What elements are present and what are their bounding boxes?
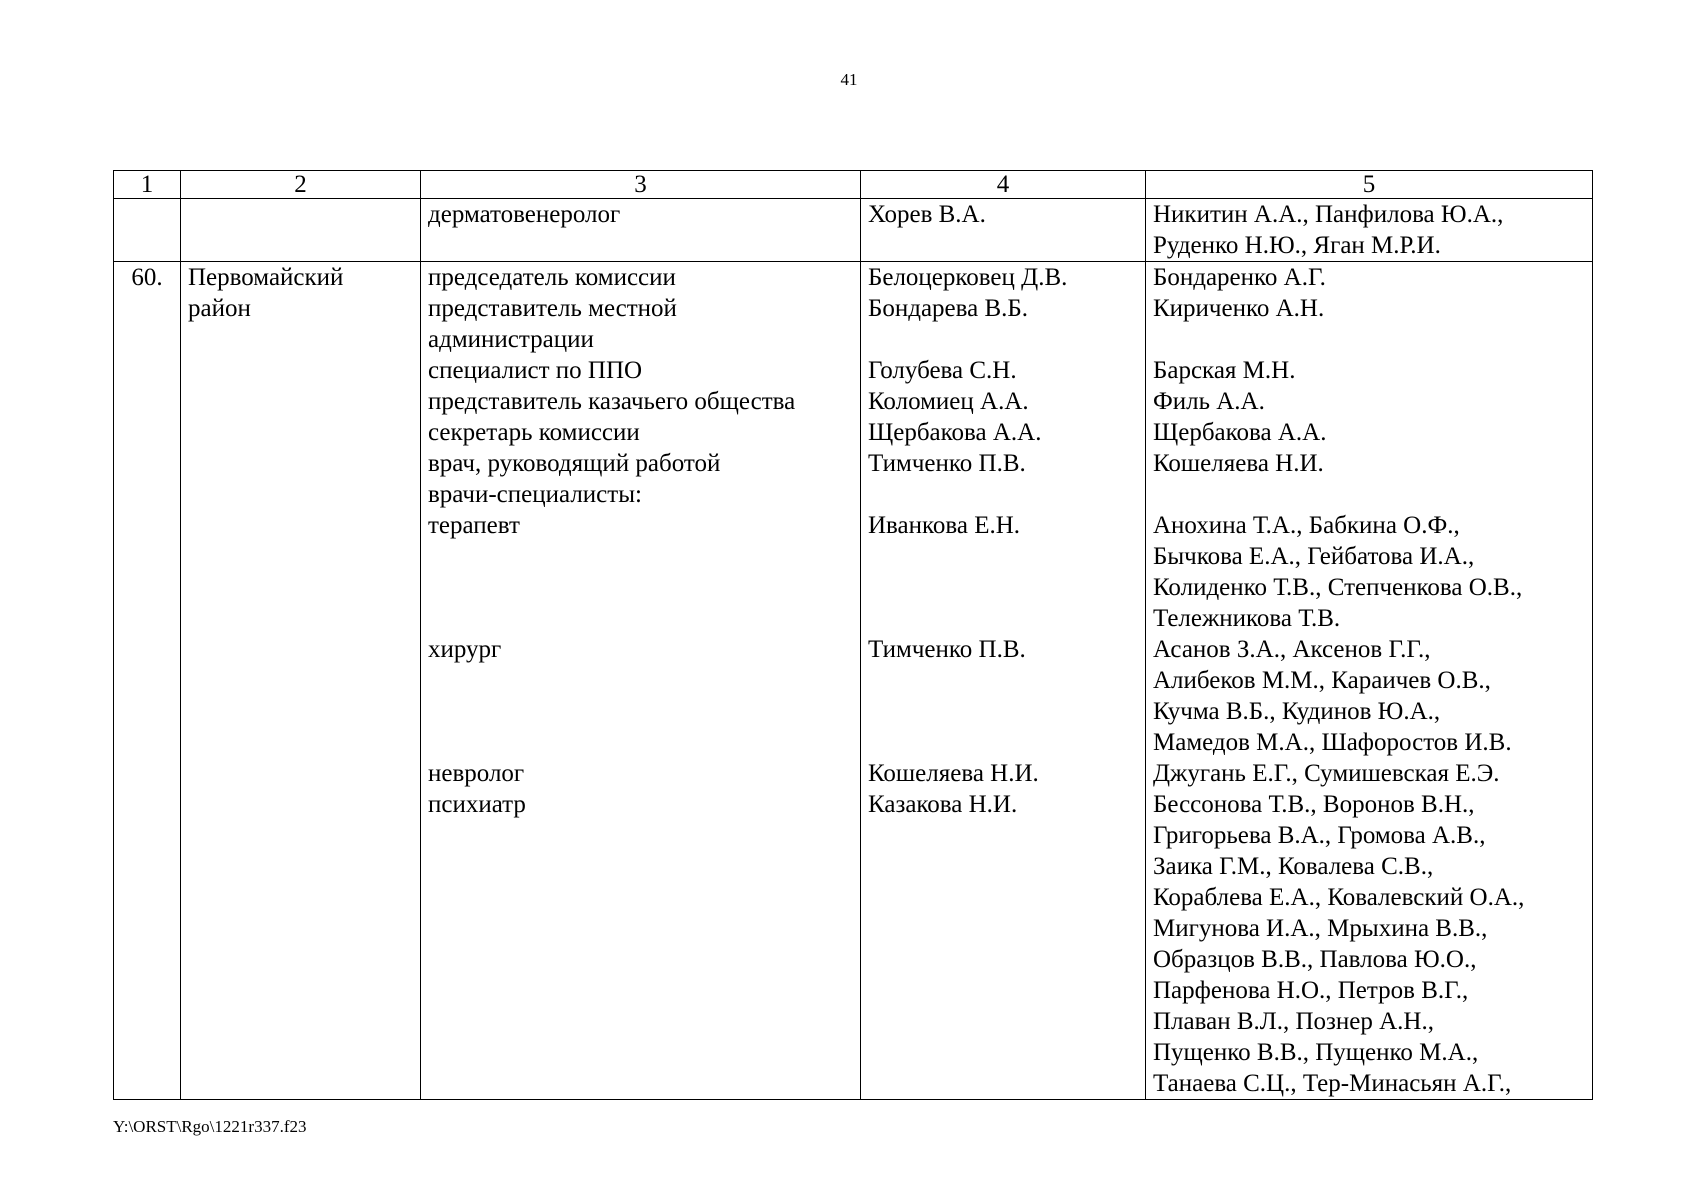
cell-line: Первомайский	[188, 264, 344, 291]
cell-line: врачи-специалисты:	[428, 481, 642, 508]
cell-line: Коломиец А.А.	[868, 388, 1029, 415]
cell-line: врач, руководящий работой	[428, 450, 721, 477]
cell-line	[1153, 479, 1585, 510]
cell-line: Бондаренко А.Г.	[1153, 264, 1326, 291]
cell-line	[868, 696, 1138, 727]
cell-line	[868, 324, 1138, 355]
continuation-row	[114, 199, 1593, 262]
cell-line: психиатр	[428, 791, 526, 818]
cell-line	[868, 665, 1138, 696]
cell-line: дерматовенеролог	[428, 201, 621, 228]
cell-line	[868, 603, 1138, 634]
cell-line: специалист по ППО	[428, 357, 643, 384]
cell-line: Голубева С.Н.	[868, 357, 1017, 384]
cell-line	[428, 696, 853, 727]
cell-line: Тимченко П.В.	[868, 450, 1026, 477]
footer-file-path: Y:\ORST\Rgo\1221r337.f23	[113, 1117, 307, 1136]
cell-line: Кораблева Е.А., Ковалевский О.А.,	[1153, 884, 1525, 911]
cell-line	[1153, 324, 1585, 355]
cell-line: Филь А.А.	[1153, 388, 1265, 415]
cell-line: председатель комиссии	[428, 264, 676, 291]
column-number-3: 3	[421, 171, 861, 199]
roles-cell	[421, 262, 861, 1100]
cell-line: представитель местной	[428, 295, 677, 322]
cell-line: Бычкова Е.А., Гейбатова И.А.,	[1153, 543, 1475, 570]
cell-line: Щербакова А.А.	[1153, 419, 1327, 446]
cell-line: Руденко Н.Ю., Яган М.Р.И.	[1153, 232, 1441, 259]
cell-line	[428, 665, 853, 696]
cell-line: Кириченко А.Н.	[1153, 295, 1325, 322]
cell-line	[428, 603, 853, 634]
cell-line: Кошеляева Н.И.	[1153, 450, 1324, 477]
cell-line: Тимченко П.В.	[868, 636, 1026, 663]
entry-number: 60.	[114, 262, 181, 1100]
continuation-number-cell	[114, 199, 181, 262]
cell-line: Хорев В.А.	[868, 201, 986, 228]
page-number: 41	[840, 70, 858, 89]
cell-line: Бондарева В.Б.	[868, 295, 1028, 322]
cell-line	[428, 572, 853, 603]
cell-line: Алибеков М.М., Караичев О.В.,	[1153, 667, 1491, 694]
cell-line: Танаева С.Ц., Тер-Минасьян А.Г.,	[1153, 1070, 1512, 1097]
cell-line	[868, 572, 1138, 603]
cell-line	[428, 727, 853, 758]
cell-line: хирург	[428, 636, 502, 663]
cell-line: Белоцерковец Д.В.	[868, 264, 1068, 291]
district-entry-row	[114, 262, 1593, 1100]
cell-line	[868, 541, 1138, 572]
cell-line: Григорьева В.А., Громова А.В.,	[1153, 822, 1486, 849]
cell-line: Бессонова Т.В., Воронов В.Н.,	[1153, 791, 1475, 818]
table-header-row	[114, 171, 1593, 199]
cell-line: Колиденко Т.В., Степченкова О.В.,	[1153, 574, 1523, 601]
column-number-1: 1	[114, 171, 181, 199]
cell-line: невролог	[428, 760, 525, 787]
cell-line: Кучма В.Б., Кудинов Ю.А.,	[1153, 698, 1441, 725]
cell-line	[868, 727, 1138, 758]
commission-table	[113, 170, 1593, 1100]
cell-line	[428, 541, 853, 572]
cell-line: Анохина Т.А., Бабкина О.Ф.,	[1153, 512, 1460, 539]
cell-line: Тележникова Т.В.	[1153, 605, 1341, 632]
cell-line: Парфенова Н.О., Петров В.Г.,	[1153, 977, 1469, 1004]
cell-line: терапевт	[428, 512, 520, 539]
district-name-cell	[181, 262, 421, 1100]
cell-line: Плаван В.Л., Познер А.Н.,	[1153, 1008, 1434, 1035]
cell-line: район	[188, 295, 251, 322]
cell-line: Мамедов М.А., Шафоростов И.В.	[1153, 729, 1512, 756]
cell-line: Казакова Н.И.	[868, 791, 1018, 818]
cell-line: администрации	[428, 326, 594, 353]
column-number-5: 5	[1146, 171, 1593, 199]
cell-line: Джугань Е.Г., Сумишевская Е.Э.	[1153, 760, 1500, 787]
continuation-role-cell	[421, 199, 861, 262]
cell-line: Барская М.Н.	[1153, 357, 1296, 384]
cell-line: Пущенко В.В., Пущенко М.А.,	[1153, 1039, 1479, 1066]
cell-line: Щербакова А.А.	[868, 419, 1042, 446]
cell-line: Мигунова И.А., Мрыхина В.В.,	[1153, 915, 1488, 942]
continuation-main-member-cell	[861, 199, 1146, 262]
cell-line: Асанов З.А., Аксенов Г.Г.,	[1153, 636, 1431, 663]
reserve-members-cell	[1146, 262, 1593, 1100]
main-members-cell	[861, 262, 1146, 1100]
cell-line: Иванкова Е.Н.	[868, 512, 1021, 539]
cell-line: Никитин А.А., Панфилова Ю.А.,	[1153, 201, 1504, 228]
cell-line: Образцов В.В., Павлова Ю.О.,	[1153, 946, 1477, 973]
column-number-4: 4	[861, 171, 1146, 199]
cell-line: Заика Г.М., Ковалева С.В.,	[1153, 853, 1434, 880]
column-number-2: 2	[181, 171, 421, 199]
continuation-reserve-members-cell	[1146, 199, 1593, 262]
cell-line: представитель казачьего общества	[428, 388, 796, 415]
cell-line: секретарь комиссии	[428, 419, 640, 446]
cell-line	[868, 479, 1138, 510]
continuation-district-cell	[181, 199, 421, 262]
cell-line: Кошеляева Н.И.	[868, 760, 1039, 787]
